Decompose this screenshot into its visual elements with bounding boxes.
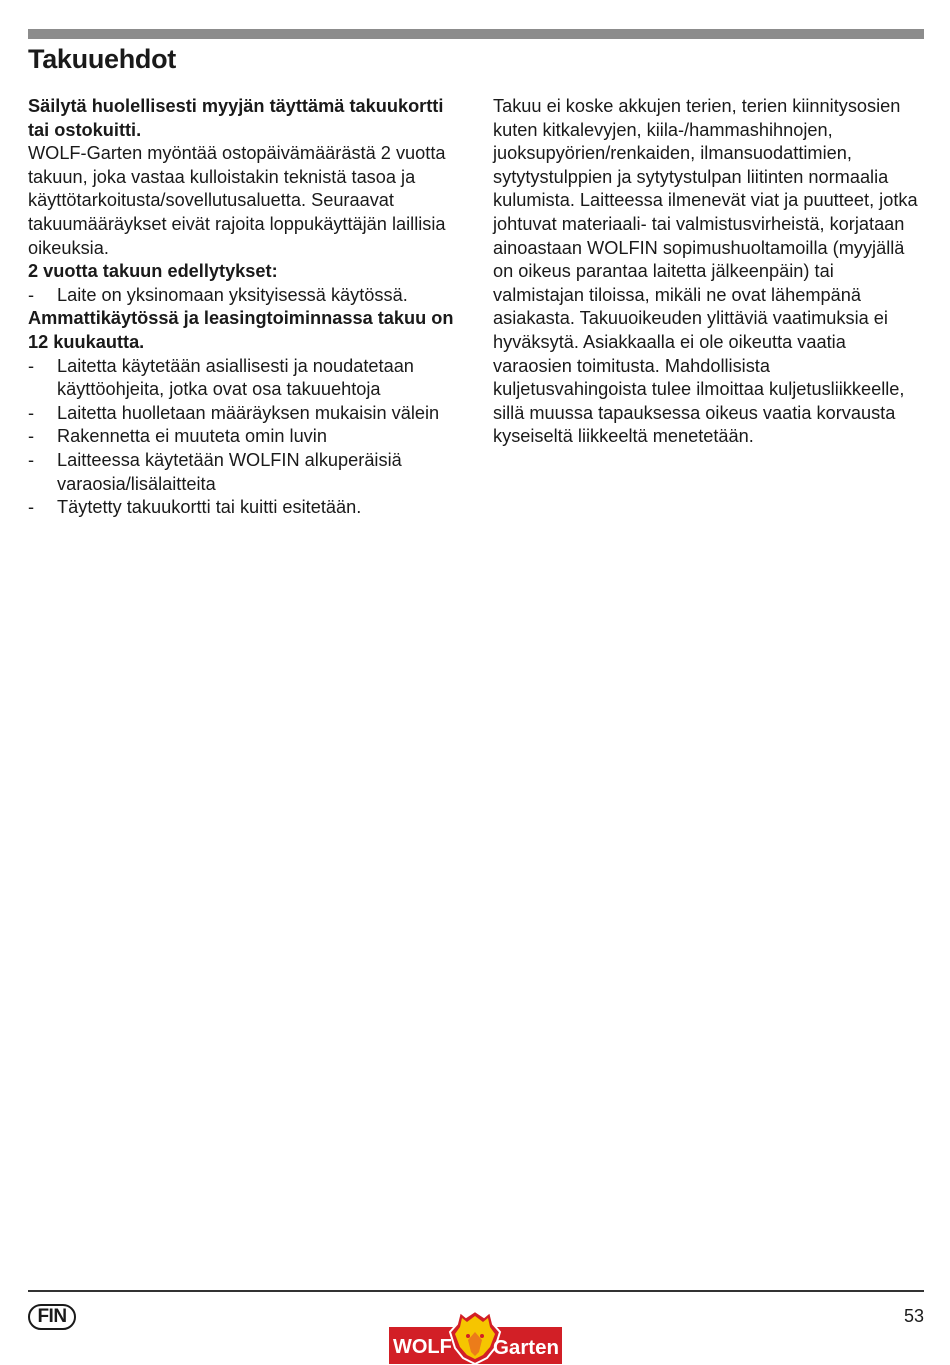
page-number: 53 [903,1306,924,1326]
list-item-text: Laitteessa käytetään WOLFIN alkuperäisiä varaosia/lisälaitteita [57,449,402,494]
list-item [28,449,464,496]
header-rule [28,29,924,39]
wolf-garten-logo [389,1310,562,1364]
list-item-text: Laitetta käytetään asiallisesti ja noudatetaan käyttöohjeita, jotka ovat osa takuuehtoja [57,355,414,400]
list-item [28,496,464,520]
logo-wordmark-right: Garten [493,1337,559,1359]
list-item-text: Täytetty takuukortti tai kuitti esitetään. [57,497,362,518]
professional-heading: Ammattikäytössä ja leasingtoiminnassa takuu on 12 kuukautta. [28,308,454,352]
page-title: Takuuehdot [28,44,176,74]
list-item [28,355,464,402]
warranty-exclusions-paragraph: Takuu ei koske akkujen terien, terien kiinnitysosien kuten kitkalevyjen, kiila-/hammashihnojen, juoksupyörien/renkaiden, ilmansuodattimien, sytytystulppien ja sytytystulpan liitinten normaalia kulumista. Laitteessa ilmenevät viat ja puutteet, jotka johtuvat materiaali- tai valmistusvirheistä, korjataan ainoastaan WOLFIN sopimushuoltamoilla (myyjällä on oikeus parantaa laitetta jälkeenpäin) tai valmistajan tiloissa, mikäli ne ovat lähempänä asiakasta. Takuuoikeuden ylittäviä vaatimuksia ei hyväksytä. Asiakkaalla ei ole oikeutta vaatia varaosien toimitusta. Mahdollisista kuljetusvahingoista tulee ilmoittaa kuljetusliikkeelle, sillä muussa tapauksessa oikeus vaatia korvausta kyseiseltä liikkeeltä menetetään. [493,96,918,447]
language-badge: FIN [28,1304,76,1330]
list-item-text: Rakennetta ei muuteta omin luvin [57,426,327,447]
intro-paragraph: WOLF-Garten myöntää ostopäivämäärästä 2 vuotta takuun, joka vastaa kulloistakin teknistä tasoa ja käyttötarkoitusta/sovellutusaluetta. Seuraavat takuumääräykset eivät rajoita loppukäyttäjän laillisia oikeuksia. [28,143,446,258]
list-item [28,402,464,426]
footer-rule [28,1290,924,1292]
list-item [28,425,464,449]
left-column [28,95,464,520]
list-bullet: - [28,402,35,423]
list-bullet: - [28,355,35,376]
logo-wordmark-left: WOLF [393,1336,452,1358]
list-item [28,284,464,308]
list-bullet: - [28,497,35,518]
list-bullet: - [28,284,35,305]
intro-bold-paragraph: Säilytä huolellisesti myyjän täyttämä takuukortti tai ostokuitti. [28,96,444,140]
list-item-text: Laitetta huolletaan määräyksen mukaisin välein [57,402,440,423]
logo-wolf-eye-left [466,1334,470,1338]
list-item-text: Laite on yksinomaan yksityisessä käytössä. [57,284,408,305]
logo-wolf-eye-right [480,1334,484,1338]
list-bullet: - [28,449,35,470]
right-column [493,95,925,449]
list-bullet: - [28,426,35,447]
conditions-heading: 2 vuotta takuun edellytykset: [28,261,278,282]
